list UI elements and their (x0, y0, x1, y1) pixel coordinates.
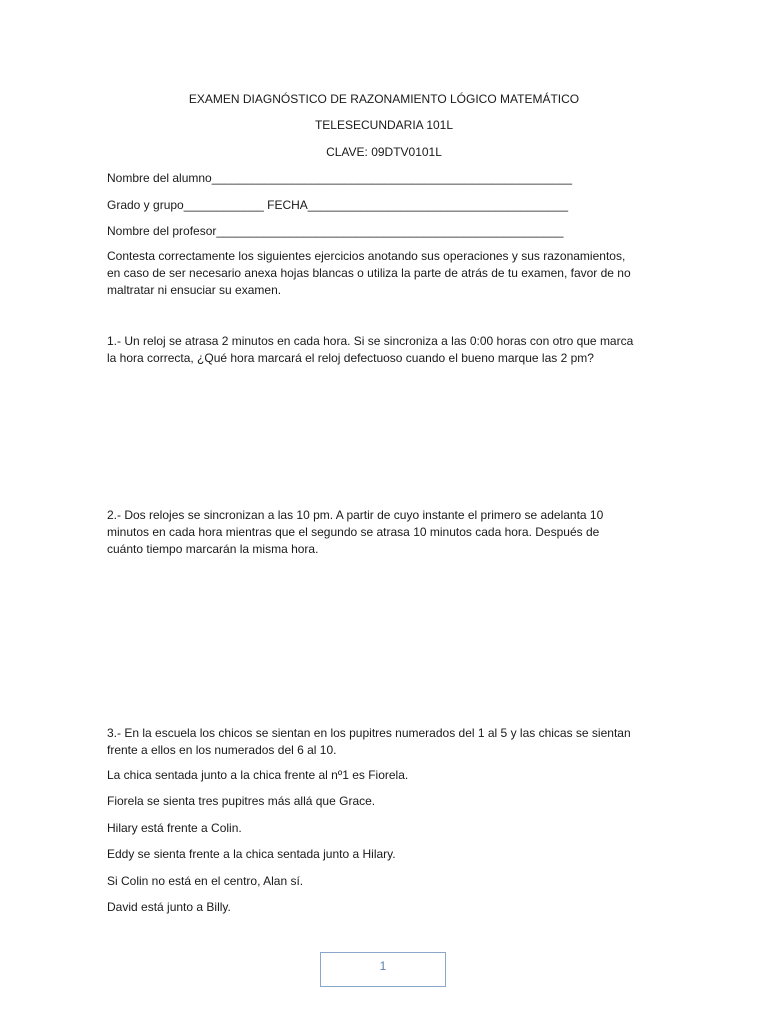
clue-item: David está junto a Billy. (107, 900, 231, 914)
page-number: 1 (379, 959, 387, 973)
school-code: CLAVE: 09DTV0101L (326, 145, 442, 159)
exam-title: EXAMEN DIAGNÓSTICO DE RAZONAMIENTO LÓGICO MATEMÁTICO (188, 92, 580, 106)
instructions: Contesta correctamente los siguientes ejercicios anotando sus operaciones y sus razonamientos, en caso de ser necesario anexa hojas blancas o utiliza la parte de atrás de tu examen, favor de no maltratar ni ensuciar su examen. (107, 249, 631, 297)
clue-item: Hilary está frente a Colin. (107, 821, 242, 835)
school-name: TELESECUNDARIA 101L (314, 118, 454, 132)
student-name-field: Nombre del alumno______________________________________________________ (107, 171, 573, 185)
clue-item: Si Colin no está en el centro, Alan sí. (107, 874, 304, 888)
teacher-name-field: Nombre del profesor____________________________________________________ (107, 224, 564, 238)
question-1: 1.- Un reloj se atrasa 2 minutos en cada hora. Si se sincroniza a las 0:00 horas con otro que marca la hora correcta, ¿Qué hora marcará el reloj defectuoso cuando el bueno marque las 2 pm? (107, 334, 634, 365)
question-3: 3.- En la escuela los chicos se sientan en los pupitres numerados del 1 al 5 y las chicas se sientan frente a ellos en los numerados del 6 al 10. (107, 726, 631, 757)
page-number-box (320, 952, 446, 987)
clue-item: Fiorela se sienta tres pupitres más allá que Grace. (107, 794, 376, 808)
question-2: 2.- Dos relojes se sincronizan a las 10 pm. A partir de cuyo instante el primero se adelanta 10 minutos en cada hora mientras que el segundo se atrasa 10 minutos cada hora. Después de cuánto tiempo marcarán la misma hora. (107, 508, 604, 556)
clue-item: La chica sentada junto a la chica frente al nº1 es Fiorela. (107, 768, 409, 782)
clue-item: Eddy se sienta frente a la chica sentada junto a Hilary. (107, 847, 396, 861)
grade-date-field: Grado y grupo____________ FECHA_______________________________________ (107, 198, 569, 212)
